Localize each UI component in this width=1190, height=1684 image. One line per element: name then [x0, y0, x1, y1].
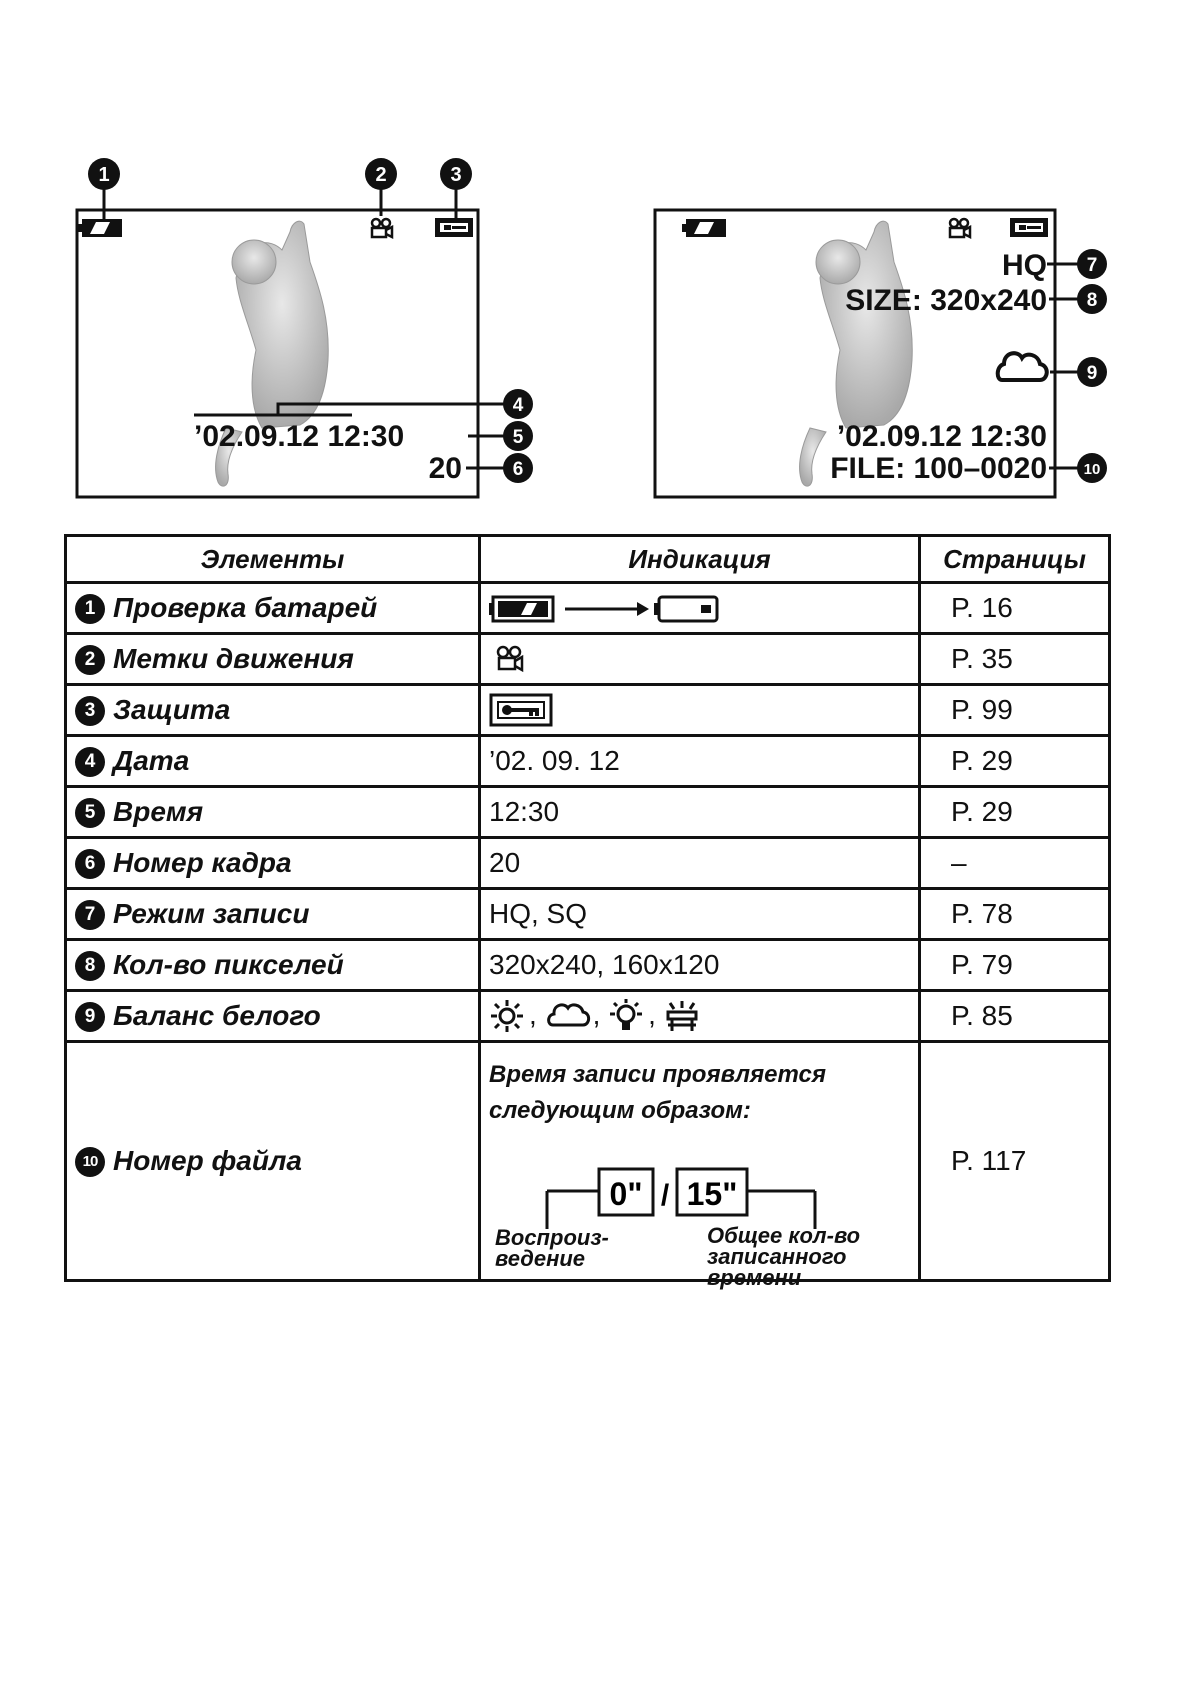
movie-camera-icon [489, 644, 529, 676]
svg-text:6: 6 [512, 459, 524, 480]
row-page: P. 117 [920, 1042, 1110, 1281]
right-screen [655, 210, 1107, 497]
battery-icon [78, 219, 122, 237]
protect-icon-right [1010, 218, 1048, 237]
battery-check-icon [489, 593, 719, 625]
row-page: P. 35 [920, 634, 1110, 685]
sun-icon [489, 999, 529, 1033]
table-row [66, 634, 1110, 685]
svg-text:4: 4 [512, 395, 524, 416]
svg-text:9: 9 [1086, 363, 1098, 384]
cloud-icon [545, 999, 593, 1033]
callout-9 [1077, 357, 1107, 387]
callout-2 [365, 158, 397, 190]
row-indication: HQ, SQ [480, 889, 920, 940]
left-frame-number: 20 [428, 452, 462, 485]
table-row [66, 940, 1110, 991]
row-page: P. 29 [920, 787, 1110, 838]
svg-text:8: 8 [1086, 290, 1098, 311]
row-number-badge: 3 [75, 696, 105, 726]
battery-icon-right [682, 219, 726, 237]
table-row [66, 889, 1110, 940]
total-value: 15" [686, 1176, 738, 1212]
indicators-table [64, 534, 1111, 1290]
table-row [66, 583, 1110, 634]
camera-screen-illustrations [0, 0, 1190, 520]
key-icon [489, 693, 555, 727]
record-mode-text: HQ [1002, 249, 1047, 282]
row-item-label: Кол-во пикселей [113, 948, 344, 980]
recording-time-note: Время записи проявляется следующим образом: [489, 1061, 827, 1124]
row-page: P. 85 [920, 991, 1110, 1042]
row-number-badge: 1 [75, 594, 105, 624]
svg-text:1: 1 [98, 164, 110, 186]
wb-separator: , [648, 998, 656, 1030]
total-label: Общее кол-во записанного времени [707, 1223, 861, 1290]
callout-5 [503, 421, 533, 451]
row-indication: 320x240, 160x120 [480, 940, 920, 991]
row-number-badge: 7 [75, 900, 105, 930]
table-row [66, 736, 1110, 787]
right-date-time: ’02.09.12 12:30 [836, 420, 1047, 453]
svg-text:3: 3 [450, 164, 462, 186]
row-number-badge: 6 [75, 849, 105, 879]
header-items: Элементы [66, 536, 480, 583]
callout-8 [1077, 284, 1107, 314]
bulb-icon [608, 999, 648, 1033]
row-item-label: Проверка батарей [113, 591, 378, 623]
row-number-badge: 4 [75, 747, 105, 777]
row-indication: ’02. 09. 12 [480, 736, 920, 787]
row-page: P. 16 [920, 583, 1110, 634]
size-text: SIZE: 320x240 [845, 284, 1047, 317]
left-date-time: ’02.09.12 12:30 [194, 420, 405, 453]
svg-text:2: 2 [375, 164, 387, 186]
table-header-row [66, 536, 1110, 583]
wb-separator: , [592, 998, 601, 1030]
callout-10 [1077, 453, 1107, 483]
row-page: P. 78 [920, 889, 1110, 940]
recording-time-diagram [489, 1129, 910, 1290]
table-row [66, 991, 1110, 1042]
table-row [66, 787, 1110, 838]
row-page: P. 99 [920, 685, 1110, 736]
playback-label: Воспроиз- ведение [495, 1225, 609, 1271]
row-page: – [920, 838, 1110, 889]
row-indication: 12:30 [480, 787, 920, 838]
row-number-badge: 2 [75, 645, 105, 675]
callout-7 [1077, 249, 1107, 279]
header-pages: Страницы [920, 536, 1110, 583]
row-number-badge: 10 [75, 1147, 105, 1177]
slash: / [660, 1179, 670, 1212]
row-item-label: Баланс белого [113, 999, 321, 1031]
row-indication: 20 [480, 838, 920, 889]
row-item-label: Время [113, 795, 204, 827]
row-number-badge: 9 [75, 1002, 105, 1032]
table-row [66, 685, 1110, 736]
svg-text:5: 5 [512, 427, 524, 448]
row-page: P. 29 [920, 736, 1110, 787]
file-text: FILE: 100–0020 [830, 452, 1047, 485]
row-item-label: Номер файла [113, 1144, 302, 1176]
row-page: P. 79 [920, 940, 1110, 991]
header-indication: Индикация [480, 536, 920, 583]
callout-4 [503, 389, 533, 419]
svg-text:10: 10 [1083, 461, 1101, 478]
callout-1 [88, 158, 120, 190]
row-number-badge: 5 [75, 798, 105, 828]
row-item-label: Дата [113, 744, 190, 776]
left-screen [77, 158, 533, 497]
row-item-label: Защита [113, 693, 231, 725]
row-item-label: Режим записи [113, 897, 310, 929]
protect-icon [435, 218, 473, 237]
callout-3 [440, 158, 472, 190]
table-row [66, 1042, 1110, 1281]
svg-text:7: 7 [1086, 255, 1098, 276]
table-row [66, 838, 1110, 889]
row-number-badge: 8 [75, 951, 105, 981]
row-item-label: Номер кадра [113, 846, 292, 878]
row-item-label: Метки движения [113, 642, 354, 674]
fluorescent-icon [664, 999, 704, 1033]
wb-separator: , [529, 998, 537, 1030]
callout-6 [503, 453, 533, 483]
playback-value: 0" [609, 1176, 643, 1212]
